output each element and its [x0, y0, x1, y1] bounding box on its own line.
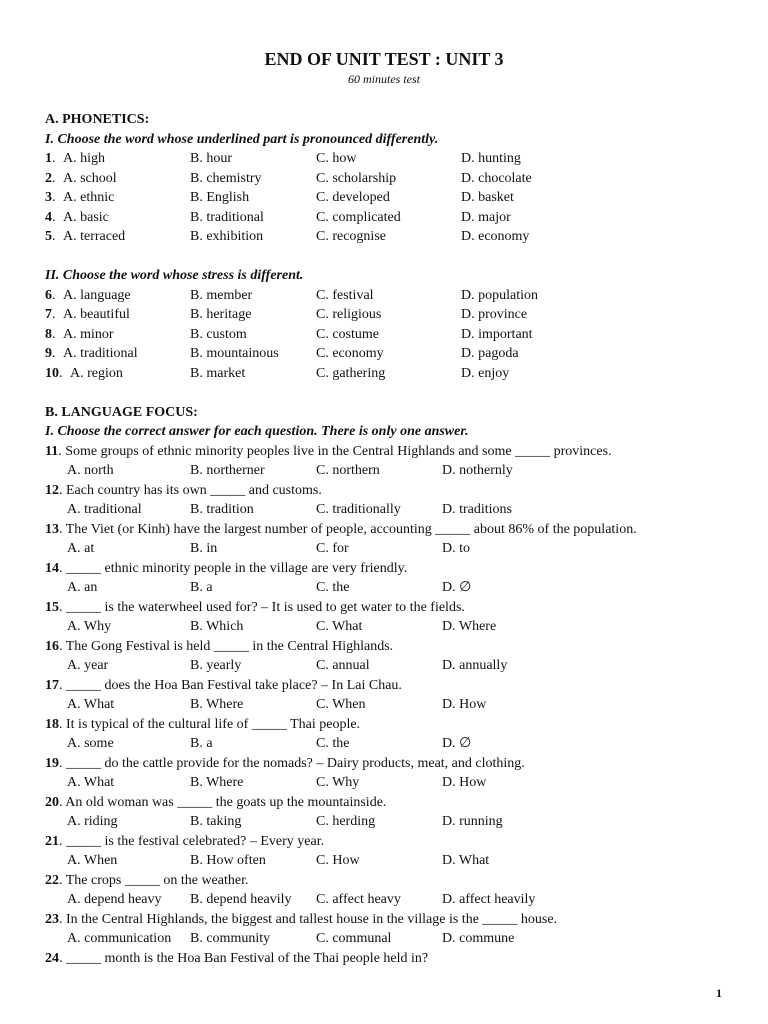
- section-a-heading: A. PHONETICS:: [45, 112, 150, 127]
- question-text: In the Central Highlands, the biggest and tallest house in the village is the _____ house.: [66, 911, 558, 927]
- option-d: D. annually: [442, 658, 508, 673]
- option-a: A. riding: [67, 814, 118, 829]
- option-a: A. north: [67, 463, 114, 478]
- question-row: [45, 286, 745, 306]
- option-c: C. gathering: [316, 365, 386, 381]
- question-text-line: 16. The Gong Festival is held _____ in the Central Highlands.: [45, 638, 394, 654]
- option-c: C. recognise: [316, 229, 386, 244]
- question-text-line: 15. _____ is the waterwheel used for? – It is used to get water to the fields.: [45, 599, 465, 615]
- option-a: A. What: [67, 775, 115, 790]
- option-d: D. important: [461, 326, 533, 342]
- option-a: A. year: [67, 658, 109, 673]
- phonetics-part1-list: [45, 149, 745, 247]
- question-row: [45, 208, 745, 228]
- question-number-label: 4: [45, 209, 52, 225]
- option-c: C. herding: [316, 814, 376, 829]
- question-number-label: 22: [45, 872, 59, 888]
- option-b: B. mountainous: [190, 346, 279, 361]
- option-d: D. chocolate: [461, 170, 532, 186]
- question-number: 8.: [45, 326, 56, 342]
- option-b: B. chemistry: [190, 170, 262, 186]
- question-number-label: 12: [45, 482, 59, 498]
- question-row: [45, 305, 745, 325]
- question-text-line: 18. It is typical of the cultural life of _____ Thai people.: [45, 716, 361, 732]
- question-text-line: 14. _____ ethnic minority people in the village are very friendly.: [45, 560, 408, 576]
- answer-options-row: [45, 500, 745, 520]
- question-text-line: 13. The Viet (or Kinh) have the largest number of people, accounting _____ about 86% of the population.: [45, 521, 637, 537]
- question-number-label: 14: [45, 560, 59, 576]
- option-c: C. the: [316, 580, 350, 595]
- section-a-part1-instruction: I. Choose the word whose underlined part is pronounced differently.: [45, 131, 439, 147]
- option-b: B. market: [190, 365, 246, 381]
- option-a: A. region: [70, 365, 123, 381]
- question-number-label: 20: [45, 794, 59, 810]
- option-b: B. traditional: [190, 209, 264, 225]
- question-number: 1.: [45, 151, 56, 166]
- option-b: B. a: [190, 736, 213, 751]
- option-a: A. at: [67, 541, 95, 556]
- question-row: [45, 169, 745, 189]
- option-b: B. custom: [190, 326, 247, 342]
- option-b: B. a: [190, 580, 213, 595]
- option-c: C. affect heavy: [316, 892, 401, 907]
- question-number-label: 23: [45, 911, 59, 927]
- option-c: C. how: [316, 151, 357, 166]
- answer-options-row: [45, 461, 745, 481]
- question-text: _____ month is the Hoa Ban Festival of the Thai people held in?: [66, 950, 429, 966]
- option-c: C. northern: [316, 463, 380, 478]
- answer-options-row: [45, 890, 745, 910]
- option-d: D. province: [461, 307, 528, 322]
- question-text: _____ ethnic minority people in the village are very friendly.: [66, 560, 408, 576]
- option-b: B. northerner: [190, 463, 265, 478]
- question-number: 10.: [45, 365, 63, 381]
- option-c: C. traditionally: [316, 502, 401, 517]
- option-c: C. When: [316, 697, 366, 712]
- option-d: D. nothernly: [442, 463, 513, 478]
- question-number-label: 10: [45, 365, 59, 381]
- option-b: B. taking: [190, 814, 242, 829]
- question-number-label: 5: [45, 229, 52, 244]
- question-row: [45, 149, 745, 169]
- question-text: Some groups of ethnic minority peoples live in the Central Highlands and some _____ provinces.: [65, 443, 612, 459]
- option-d: D. commune: [442, 931, 515, 946]
- option-b: B. yearly: [190, 658, 242, 673]
- question-text-line: 12. Each country has its own _____ and customs.: [45, 482, 322, 498]
- question-text-line: 23. In the Central Highlands, the biggest and tallest house in the village is the _____ house.: [45, 911, 558, 927]
- option-a: A. depend heavy: [67, 892, 162, 907]
- option-d: D. running: [442, 814, 503, 829]
- answer-options-row: [45, 929, 745, 949]
- option-d: D. ∅: [442, 736, 472, 751]
- option-a: A. school: [63, 170, 117, 186]
- question-number: 6.: [45, 287, 56, 303]
- option-d: D. pagoda: [461, 346, 519, 361]
- option-b: B. depend heavily: [190, 892, 292, 907]
- answer-options-row: [45, 851, 745, 871]
- test-content: [45, 110, 745, 968]
- answer-options-row: [45, 695, 745, 715]
- option-b: B. member: [190, 287, 253, 303]
- answer-options-row: [45, 656, 745, 676]
- question-row: [45, 325, 745, 345]
- question-text-line: 19. _____ do the cattle provide for the nomads? – Dairy products, meat, and clothing.: [45, 755, 525, 771]
- question-number: 7.: [45, 307, 56, 322]
- option-a: A. Why: [67, 619, 112, 634]
- option-b: B. hour: [190, 151, 232, 166]
- answer-options-row: [45, 578, 745, 598]
- question-text-line: 20. An old woman was _____ the goats up the mountainside.: [45, 794, 387, 810]
- question-number-label: 9: [45, 346, 52, 361]
- option-a: A. language: [63, 287, 131, 303]
- option-a: A. traditional: [63, 346, 138, 361]
- option-a: A. minor: [63, 326, 114, 342]
- question-text: _____ does the Hoa Ban Festival take place? – In Lai Chau.: [66, 677, 402, 693]
- option-c: C. annual: [316, 658, 370, 673]
- question-number-label: 1: [45, 151, 52, 166]
- option-c: C. the: [316, 736, 350, 751]
- question-text-line: 11. Some groups of ethnic minority peoples live in the Central Highlands and some _____ provinces.: [45, 443, 612, 459]
- option-c: C. scholarship: [316, 170, 397, 186]
- option-d: D. traditions: [442, 502, 512, 517]
- option-d: D. economy: [461, 229, 530, 244]
- question-number-label: 15: [45, 599, 59, 615]
- option-b: B. How often: [190, 853, 266, 868]
- option-a: A. When: [67, 853, 118, 868]
- option-c: C. communal: [316, 931, 392, 946]
- option-a: A. terraced: [63, 229, 126, 244]
- question-number-label: 8: [45, 326, 52, 342]
- question-text: The Gong Festival is held _____ in the Central Highlands.: [65, 638, 394, 654]
- answer-options-row: [45, 734, 745, 754]
- option-c: C. developed: [316, 190, 390, 205]
- option-a: A. ethnic: [63, 190, 115, 205]
- option-c: C. religious: [316, 307, 382, 322]
- question-text: The Viet (or Kinh) have the largest number of people, accounting _____ about 86% of the population.: [65, 521, 637, 537]
- page-number: 1: [716, 986, 722, 1000]
- answer-options-row: [45, 539, 745, 559]
- option-a: A. high: [63, 151, 105, 166]
- document-title: END OF UNIT TEST : UNIT 3: [264, 49, 504, 69]
- question-text-line: 21. _____ is the festival celebrated? – Every year.: [45, 833, 325, 849]
- question-text: The crops _____ on the weather.: [65, 872, 249, 888]
- answer-options-row: [45, 812, 745, 832]
- option-b: B. exhibition: [190, 229, 264, 244]
- option-a: A. some: [67, 736, 114, 751]
- option-d: D. enjoy: [461, 365, 510, 381]
- question-number: 5.: [45, 229, 56, 244]
- option-d: D. basket: [461, 190, 514, 205]
- question-row: [45, 227, 745, 247]
- question-text-line: 24. _____ month is the Hoa Ban Festival of the Thai people held in?: [45, 950, 429, 966]
- question-number-label: 7: [45, 307, 52, 322]
- question-number-label: 13: [45, 521, 59, 537]
- question-number-label: 21: [45, 833, 59, 849]
- option-d: D. ∅: [442, 580, 472, 595]
- question-text: An old woman was _____ the goats up the mountainside.: [65, 794, 387, 810]
- option-d: D. affect heavily: [442, 892, 536, 907]
- question-number-label: 11: [45, 443, 59, 459]
- option-d: D. population: [461, 287, 538, 303]
- question-number-label: 16: [45, 638, 59, 654]
- option-d: D. Where: [442, 619, 497, 634]
- question-number-label: 19: [45, 755, 59, 771]
- question-text: _____ is the festival celebrated? – Every year.: [66, 833, 325, 849]
- question-number: 9.: [45, 346, 56, 361]
- option-d: D. hunting: [461, 151, 521, 166]
- question-row: [45, 364, 745, 384]
- language-focus-question-list: [45, 442, 745, 969]
- option-d: D. How: [442, 697, 487, 712]
- question-number-label: 3: [45, 190, 52, 205]
- question-row: [45, 344, 745, 364]
- option-a: A. an: [67, 580, 98, 595]
- question-text: It is typical of the cultural life of _____ Thai people.: [66, 716, 361, 732]
- option-c: C. How: [316, 853, 360, 868]
- question-text-line: 17. _____ does the Hoa Ban Festival take place? – In Lai Chau.: [45, 677, 402, 693]
- phonetics-part2-list: [45, 286, 745, 384]
- question-text: Each country has its own _____ and customs.: [66, 482, 322, 498]
- option-a: A. What: [67, 697, 115, 712]
- question-number-label: 18: [45, 716, 59, 732]
- option-b: B. English: [190, 190, 250, 205]
- section-b-heading: B. LANGUAGE FOCUS:: [45, 404, 198, 420]
- option-c: C. for: [316, 541, 349, 556]
- option-d: D. major: [461, 209, 511, 225]
- option-b: B. community: [190, 931, 271, 946]
- section-b-instruction: I. Choose the correct answer for each question. There is only one answer.: [45, 424, 469, 439]
- option-c: C. costume: [316, 326, 379, 342]
- option-a: A. traditional: [67, 502, 142, 517]
- option-d: D. to: [442, 541, 470, 556]
- option-b: B. tradition: [190, 502, 254, 517]
- question-text: _____ do the cattle provide for the nomads? – Dairy products, meat, and clothing.: [66, 755, 525, 771]
- question-text: _____ is the waterwheel used for? – It is used to get water to the fields.: [66, 599, 465, 615]
- question-number: 2.: [45, 170, 56, 186]
- document-subtitle: 60 minutes test: [348, 72, 420, 86]
- question-number: 4.: [45, 209, 56, 225]
- answer-options-row: [45, 617, 745, 637]
- option-c: C. What: [316, 619, 363, 634]
- question-number-label: 6: [45, 287, 52, 303]
- question-number-label: 2: [45, 170, 52, 186]
- option-b: B. Which: [190, 619, 244, 634]
- option-c: C. complicated: [316, 209, 401, 225]
- option-c: C. festival: [316, 287, 374, 303]
- question-number: 3.: [45, 190, 56, 205]
- answer-options-row: [45, 773, 745, 793]
- option-b: B. in: [190, 541, 218, 556]
- option-c: C. Why: [316, 775, 360, 790]
- option-d: D. How: [442, 775, 487, 790]
- option-b: B. Where: [190, 775, 244, 790]
- option-b: B. heritage: [190, 307, 252, 322]
- option-d: D. What: [442, 853, 490, 868]
- option-a: A. communication: [67, 931, 172, 946]
- question-row: [45, 188, 745, 208]
- question-number-label: 17: [45, 677, 59, 693]
- option-c: C. economy: [316, 346, 384, 361]
- option-a: A. beautiful: [63, 307, 130, 322]
- section-a-part2-instruction: II. Choose the word whose stress is different.: [45, 268, 304, 283]
- question-number-label: 24: [45, 950, 59, 966]
- option-a: A. basic: [63, 209, 109, 225]
- question-text-line: 22. The crops _____ on the weather.: [45, 872, 249, 888]
- option-b: B. Where: [190, 697, 244, 712]
